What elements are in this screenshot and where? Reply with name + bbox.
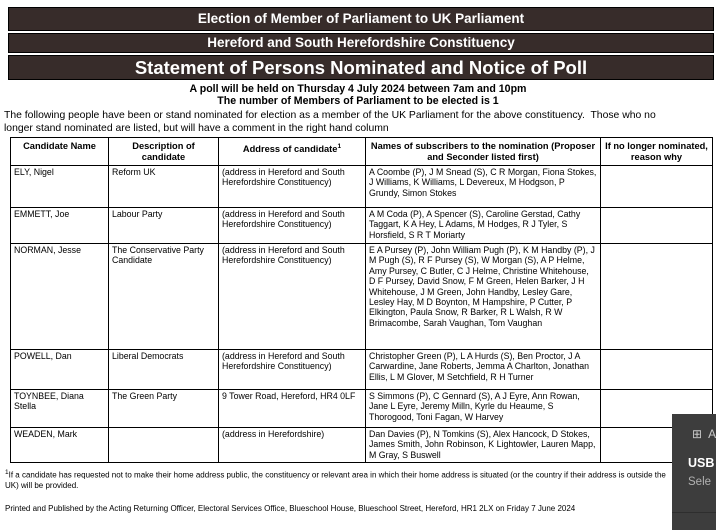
toast-divider bbox=[672, 512, 716, 513]
address-footnote-marker: 1 bbox=[337, 143, 342, 150]
candidate-address: (address in Herefordshire) bbox=[219, 428, 366, 463]
header-statement-title: Statement of Persons Nominated and Notice of Poll bbox=[8, 55, 714, 80]
candidate-no-longer bbox=[601, 244, 713, 350]
poll-members-line: The number of Members of Parliament to be elected is 1 bbox=[217, 95, 499, 108]
table-row bbox=[11, 428, 713, 463]
col-header-candidate-name: Candidate Name bbox=[11, 138, 109, 166]
footnote-marker: 1 bbox=[5, 469, 9, 476]
nominations-table bbox=[10, 137, 713, 463]
candidate-description: Labour Party bbox=[109, 208, 219, 244]
candidate-name: TOYNBEE, Diana Stella bbox=[11, 390, 109, 428]
table-row bbox=[11, 350, 713, 390]
candidate-description bbox=[109, 428, 219, 463]
toast-app-name-partial: A bbox=[708, 427, 716, 441]
footnote-line-2: UK) will be provided. bbox=[5, 481, 79, 491]
candidate-description: The Conservative Party Candidate bbox=[109, 244, 219, 350]
candidate-address: 9 Tower Road, Hereford, HR4 0LF bbox=[219, 390, 366, 428]
candidate-name: ELY, Nigel bbox=[11, 166, 109, 208]
candidate-subscribers: E A Pursey (P), John William Pugh (P), K M Handby (P), J M Pugh (S), R F Pursey (S), W Morgan (S), A P Helme, Amy Pursey, C Butler, C J Helme, Christine Whitehouse, D F Pursey, David Snow, F M Green, Helen Barker, J H Whitehouse, J M Green, John Handby, Lesley Gare, Lesley Hay, M D Boynton, M Hampshire, P Cutter, P Elkington, Paula Snow, R Barker, R L Walsh, R W Brimacombe, Sarah Vaughan, Tom Vaughan bbox=[366, 244, 601, 350]
col-header-subscribers: Names of subscribers to the nomination (Proposer and Seconder listed first) bbox=[366, 138, 601, 166]
candidate-address: (address in Hereford and South Herefordshire Constituency) bbox=[219, 350, 366, 390]
candidate-name: NORMAN, Jesse bbox=[11, 244, 109, 350]
candidate-subscribers: A M Coda (P), A Spencer (S), Caroline Gerstad, Cathy Taggart, K A Hey, L Adams, M Hodges, R J Tyler, S Horsfield, S R T Moriarty bbox=[366, 208, 601, 244]
candidate-name: WEADEN, Mark bbox=[11, 428, 109, 463]
table-row bbox=[11, 244, 713, 350]
usb-notification-toast[interactable] bbox=[672, 414, 716, 530]
toast-title: USB bbox=[688, 456, 715, 470]
candidate-subscribers: A Coombe (P), J M Snead (S), C R Morgan, Fiona Stokes, J Williams, K Williams, L Devereux, M Hodgson, P Grundy, Simon Stokes bbox=[366, 166, 601, 208]
table-header-row bbox=[11, 138, 713, 166]
candidate-address: (address in Hereford and South Herefordshire Constituency) bbox=[219, 244, 366, 350]
toast-subtitle: Sele bbox=[688, 476, 712, 488]
candidate-description: The Green Party bbox=[109, 390, 219, 428]
window-grid-icon: ⊞ bbox=[692, 427, 709, 441]
candidate-description: Liberal Democrats bbox=[109, 350, 219, 390]
printed-published-line: Printed and Published by the Acting Returning Officer, Electoral Services Office, Blueschool House, Blueschool Street, Hereford, HR1 2LX on Friday 7 June 2024 bbox=[5, 504, 576, 513]
table-row bbox=[11, 390, 713, 428]
document-header bbox=[8, 7, 714, 80]
candidate-no-longer bbox=[601, 350, 713, 390]
footnote-line-1: If a candidate has requested not to make their home address public, the constituency or relevant area in which their home address is situated (or the country if their address is outside the bbox=[8, 470, 666, 480]
table-row bbox=[11, 166, 713, 208]
table-row bbox=[11, 208, 713, 244]
intro-line-1: The following people have been or stand nominated for election as a member of the UK Parliament for the above constituency. Those who no bbox=[4, 110, 656, 121]
header-constituency: Hereford and South Herefordshire Constituency bbox=[8, 33, 714, 53]
candidate-no-longer bbox=[601, 166, 713, 208]
col-header-address: Address of candidate$^1$ bbox=[219, 138, 366, 166]
candidate-subscribers: Dan Davies (P), N Tomkins (S), Alex Hancock, D Stokes, James Smith, John Robinson, K Lightowler, Lauren Mapp, M Gray, S Buswell bbox=[366, 428, 601, 463]
candidate-description: Reform UK bbox=[109, 166, 219, 208]
poll-info bbox=[0, 83, 716, 108]
poll-date-line: A poll will be held on Thursday 4 July 2024 between 7am and 10pm bbox=[189, 83, 527, 95]
toast-app-row bbox=[692, 427, 716, 441]
candidate-no-longer bbox=[601, 208, 713, 244]
col-header-description: Description of candidate bbox=[109, 138, 219, 166]
candidate-address: (address in Hereford and South Herefordshire Constituency) bbox=[219, 208, 366, 244]
col-header-no-longer: If no longer nominated, reason why bbox=[601, 138, 713, 166]
candidate-subscribers: S Simmons (P), C Gennard (S), A J Eyre, Ann Rowan, Jane L Eyre, Jeremy Milln, Kyrle du Heaume, S Thorogood, Toni Fagan, W Harvey bbox=[366, 390, 601, 428]
candidate-subscribers: Christopher Green (P), L A Hurds (S), Ben Proctor, J A Carwardine, Jane Roberts, Jemma A Charlton, Jonathan Ellis, L M Glover, M Setchfield, R H Turner bbox=[366, 350, 601, 390]
candidate-name: EMMETT, Joe bbox=[11, 208, 109, 244]
intro-line-2: longer stand nominated are listed, but will have a comment in the right hand column bbox=[4, 123, 389, 134]
candidate-address: (address in Hereford and South Herefordshire Constituency) bbox=[219, 166, 366, 208]
intro-paragraph bbox=[4, 109, 716, 135]
candidate-name: POWELL, Dan bbox=[11, 350, 109, 390]
header-election-title: Election of Member of Parliament to UK Parliament bbox=[8, 7, 714, 31]
address-footnote bbox=[5, 468, 716, 492]
